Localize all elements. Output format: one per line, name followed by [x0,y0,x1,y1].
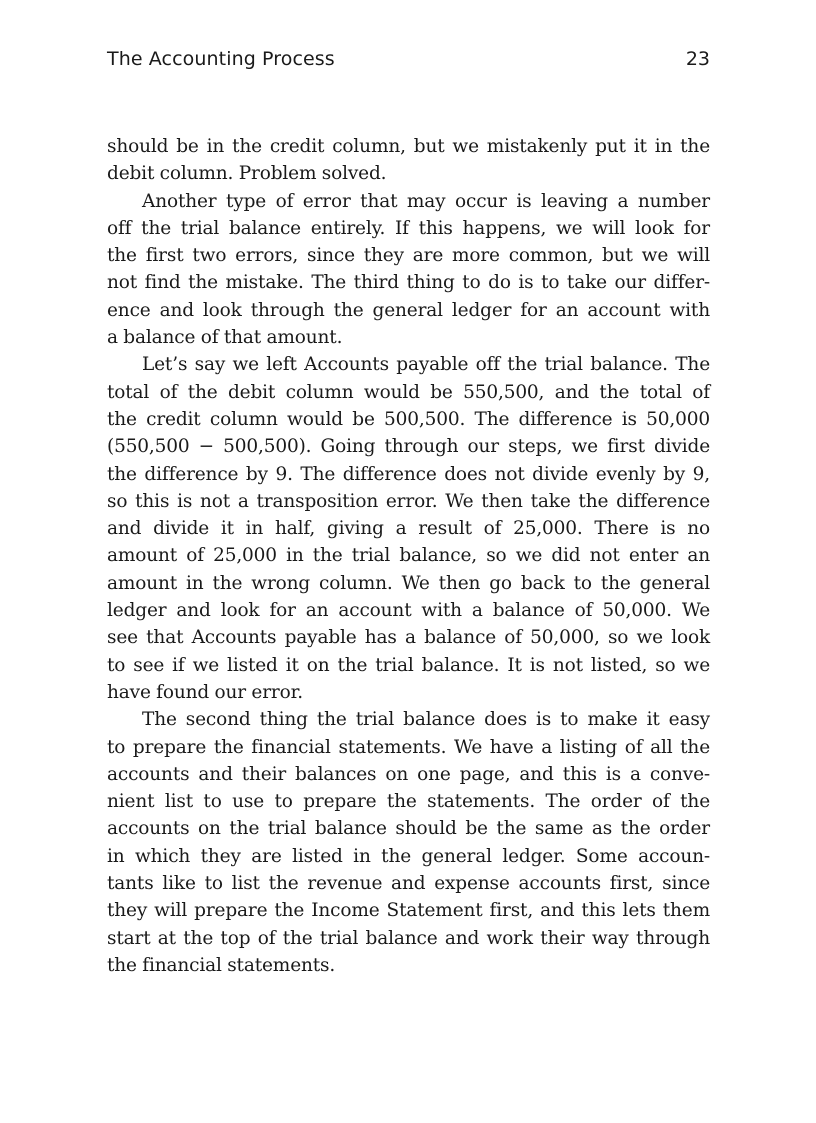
text-line: accounts on the trial balance should be the same as the order [107,818,710,840]
text-line: not find the mistake. The third thing to do is to take our differ- [107,272,710,294]
text-line: (550,500 − 500,500). Going through our steps, we first divide [107,436,710,458]
text-line: Another type of error that may occur is leaving a number [142,190,710,212]
text-line: amount in the wrong column. We then go back to the general [107,572,710,594]
body-text [107,133,710,979]
text-line: they will prepare the Income Statement first, and this lets them [107,900,710,922]
text-line: total of the debit column would be 550,500, and the total of [107,381,710,403]
text-line: see that Accounts payable has a balance of 50,000, so we look [107,627,710,649]
text-line: so this is not a transposition error. We then take the difference [107,490,710,512]
text-line: should be in the credit column, but we mistakenly put it in the [107,136,710,157]
paragraph-4 [107,706,710,979]
text-line: the first two errors, since they are more common, but we will [107,245,710,267]
paragraph-2 [107,188,710,352]
paragraph-3 [107,351,710,706]
text-line: to prepare the financial statements. We have a listing of all the [107,736,710,758]
text-line: Let’s say we left Accounts payable off the trial balance. The [142,354,710,376]
text-line: nient list to use to prepare the statements. The order of the [107,791,710,813]
text-line: The second thing the trial balance does is to make it easy [142,709,710,731]
text-line: in which they are listed in the general ledger. Some accoun- [107,845,710,867]
text-line: start at the top of the trial balance and work their way through [107,927,710,949]
text-line: the credit column would be 500,500. The difference is 50,000 [107,408,710,430]
paragraph-1 [107,133,710,188]
text-line: debit column. Problem solved. [107,163,387,185]
text-line: and divide it in half, giving a result of 25,000. There is no [107,518,710,540]
text-line: a balance of that amount. [107,327,343,349]
text-line: accounts and their balances on one page, and this is a conve- [107,763,710,785]
text-line: ence and look through the general ledger for an account with [107,299,710,321]
text-line: the difference by 9. The difference does not divide evenly by 9, [107,463,710,485]
text-line: to see if we listed it on the trial balance. It is not listed, so we [107,654,710,676]
text-line: off the trial balance entirely. If this happens, we will look for [107,217,710,239]
page-number: 23 [685,48,710,70]
text-line: ledger and look for an account with a balance of 50,000. We [107,600,710,622]
text-line: tants like to list the revenue and expense accounts first, since [107,873,710,895]
running-title: The Accounting Process [107,48,335,70]
text-line: amount of 25,000 in the trial balance, so we did not enter an [107,545,710,567]
text-line: have found our error. [107,681,303,703]
running-head [107,48,710,74]
text-line: the financial statements. [107,954,336,976]
